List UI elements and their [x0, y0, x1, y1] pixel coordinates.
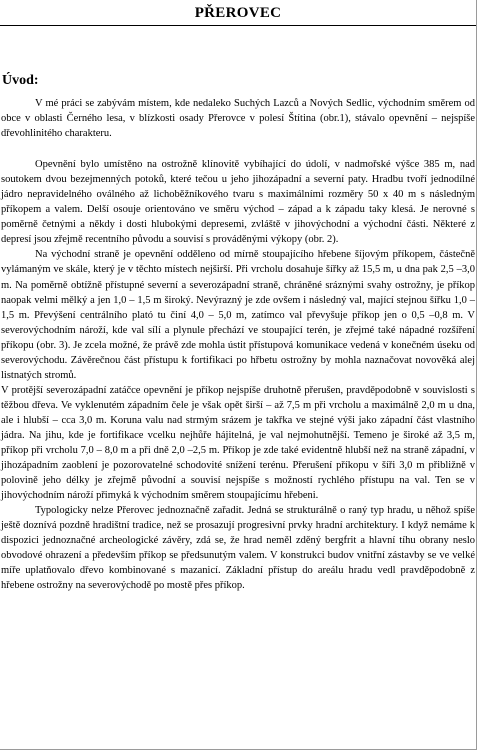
paragraph-2: Opevnění bylo umístěno na ostrožně klínovitě vybíhající do údolí, v nadmořské výšce 385 m, nad soutokem dvou bezejmenných potoků, které tečou u jeho jihozápadní a severní paty. Hradbu tvoří jednodílné jádro nepravidelného oválného až lichoběžníkového tvaru s maximálními rozměry 50 x 40 m s následným příkopem a valem. Delší osouje orientováno ve směru východ – západ a k západu taky klesá. Je nerovné s poměrně četnými a někdy i dosti hlubokými depresemi, zvláště v jihovýchodní a východní části. Některé z depresí jsou zřejmě recentního původu a souvisí s prováděnými výkopy (obr. 2). — [1, 159, 475, 246]
paragraph-4: V protější severozápadní zatáčce opevnění je příkop nejspíše druhotně přerušen, pravděpodobně v souvislosti s těžbou dřeva. Ve vyklenutém západním čele je však opět širší – až 7,5 m při vrcholu a maximálně 2,0 m u dna, ale i hlubší – cca 3,0 m. Koruna valu nad strmým srázem je takřka ve stejné výši jako západní část vlastního jádra. Na jihu, kde je fortifikace vcelku nejhůře hájitelná, je val nejmohutnější. Temeno je široké až 3,5 m, příkop při vrcholu 7,0 – 8,0 m a při dně 2,0 –2,5 m. Příkop je zde také evidentně hlubší než na straně západní, v jihozápadním zaoblení je pozorovatelné schodovité snížení terénu. Přerušení příkopu v šíři 3,0 m přibližně v polovině jeho délky je zřejmě původní a souvisí nejspíše s možností rychlého přístupu na val. Ten se v jihovýchodním nároží přimyká k východním směrem stoupajícímu hřebeni. — [1, 384, 475, 502]
paragraph-5: Typologicky nelze Přerovec jednoznačně zařadit. Jedná se strukturálně o raný typ hradu, u něhož spíše ještě doznívá pozdně hradištní tradice, než se prosazují progresivní prvky hradní architektury. I když nemáme k dispozici jednoznačné archeologické závěry, zdá se, že hrad neměl zděný bergfrit a hlavní tíhu obrany neslo obvodové ohrazení a především příkop se předsunutým valem. V konstrukci budov vnitřní zástavby se ve velké míře uplatňovalo dřevo kombinované s mazanicí. Základní přístup do areálu hradu vedl pravděpodobně z hřebene ostrožny na severovýchodě po mostě přes příkop. — [1, 505, 475, 592]
page-title: PŘEROVEC — [194, 5, 282, 21]
paragraph-1: V mé práci se zabývám místem, kde nedaleko Suchých Lazců a Nových Sedlic, východním směrem od obce v oblasti Černého lesa, v blízkosti osady Přerovce v polesí Štítina (obr.1), stávalo opevnění – nejspíše dřevohlinitého charakteru. — [1, 98, 475, 140]
document-body — [1, 96, 475, 594]
paragraph-3: Na východní straně je opevnění odděleno od mírně stoupajícího hřebene šíjovým příkopem, částečně vylámaným ve skále, který je v těchto místech nejširší. Při vrcholu dosahuje šířky až 15,5 m, u dna pak 2,5 –3,0 m. Na poměrně obtížně přístupné severní a severozápadní straně, chráněné sráznými svahy ostrožny, je příkop naopak velmi mělký a jen 1,0 – 1,5 m široký. Nevýrazný je zde ovšem i následný val, mající stejnou šířku 1,0 –1,5 m. Převýšení centrálního plató tu činí 4,0 – 5,0 m, zatímco val převyšuje příkop jen o 0,5 –0,8 m. V severovýchodním nároží, kde val sílí a plynule přechází ve stoupající terén, je zřejmé také nápadné rozšíření příkopu (obr. 3). Je zcela možné, že právě zde mohla ústit přístupová komunikace vedená v konečném úseku od severovýchodu. Závěrečnou část přístupu k fortifikaci po hřbetu ostrožny by mohla naznačovat novověká alej listnatých stromů. — [1, 249, 475, 381]
title-row — [0, 0, 476, 26]
section-heading: Úvod: — [2, 73, 39, 88]
